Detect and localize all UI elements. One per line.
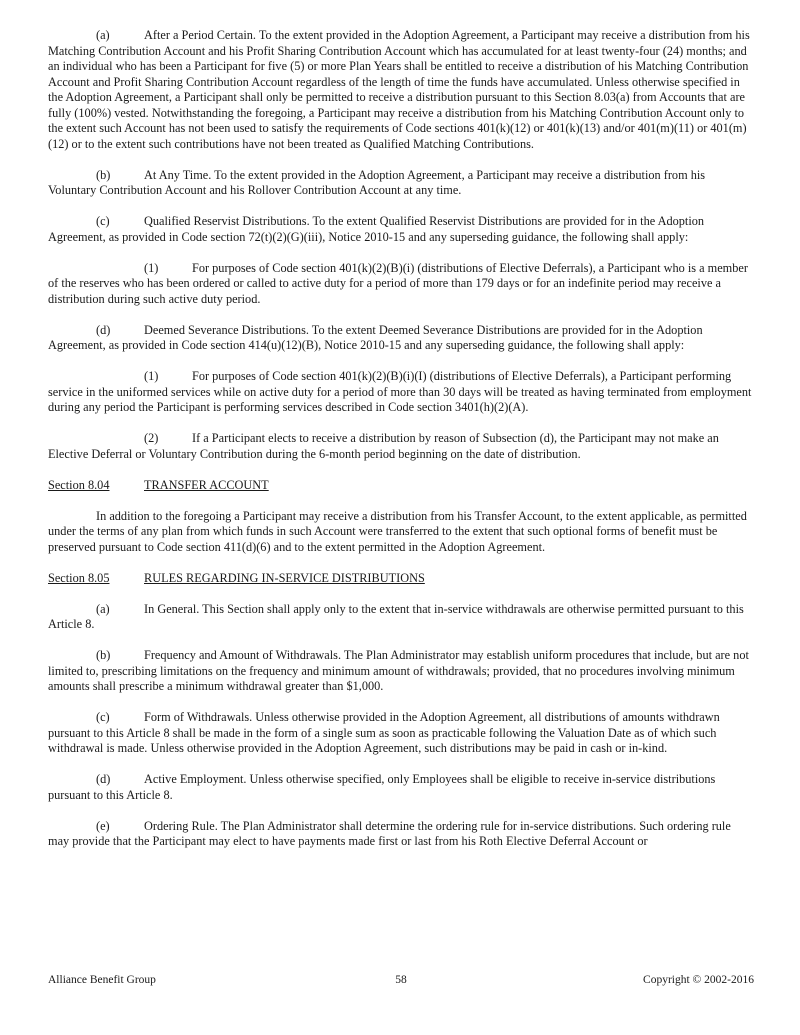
paragraph-text: At Any Time. To the extent provided in the Adoption Agreement, a Participant may receive a distribution from his Voluntary Contribution Account and his Rollover Contribution Account at any time. — [48, 167, 706, 197]
section-number: Section 8.04 — [48, 477, 110, 492]
paragraph-text: Ordering Rule. The Plan Administrator shall determine the ordering rule for in-service distributions. Such ordering rule may provide that the Participant may elect to have payments made first or last from his Roth Elective Deferral Account or — [48, 818, 731, 848]
paragraph-text: Active Employment. Unless otherwise specified, only Employees shall be eligible to receive in-service distributions pursuant to this Article 8. — [48, 772, 716, 802]
paragraph-marker: (a) — [96, 28, 110, 42]
paragraph-marker: (e) — [96, 818, 110, 833]
footer-copyright: Copyright © 2002-2016 — [643, 974, 754, 986]
page-footer — [48, 974, 754, 990]
section-8-04-heading — [48, 478, 754, 494]
footer-page-number: 58 — [395, 974, 407, 986]
paragraph-marker: (b) — [96, 167, 111, 182]
paragraph-marker: (c) — [96, 710, 110, 724]
section-title: TRANSFER ACCOUNT — [144, 477, 269, 492]
paragraph-text: After a Period Certain. To the extent provided in the Adoption Agreement, a Participant may receive a distribution from his Matching Contribution Account and his Profit Sharing Contribution Account which has accumulated for at least twenty-four (24) months; and an individual who has been a Participant for five (5) or more Plan Years shall be entitled to receive a distribution of his Matching Contribution Account and Profit Sharing Contribution Account regardless of the length of time the funds have accumulated. Unless otherwise specified in the Adoption Agreement, a Participant shall only be permitted to receive a distribution pursuant to this Section 8.03(a) from Accounts that are fully (100%) vested. Notwithstanding the foregoing, a Participant may receive a distribution from his Matching Contribution Account only to the extent such Account has not been used to satisfy the requirements of Code sections 401(k)(12) or 401(k)(13) and/or 401(m)(11) or 401(m)(12) or to the extent such contributions have not been treated as Qualified Matching Contributions. — [48, 28, 750, 151]
paragraph-text: Form of Withdrawals. Unless otherwise provided in the Adoption Agreement, all distributions of amounts withdrawn pursuant to this Article 8 shall be made in the form of a single sum as soon as practicable following the Valuation Date as of which such withdrawal is made. Unless otherwise provided in the Adoption Agreement, such distributions may be paid in cash or in-kind. — [48, 710, 720, 755]
paragraph-marker: (1) — [144, 369, 159, 383]
paragraph-b — [48, 168, 754, 199]
section-title: RULES REGARDING IN-SERVICE DISTRIBUTIONS — [144, 570, 425, 585]
paragraph-marker: (a) — [96, 601, 110, 616]
section-8-05-paragraph-e — [48, 819, 754, 850]
section-number: Section 8.05 — [48, 570, 110, 585]
paragraph-marker: (d) — [96, 772, 111, 786]
paragraph-c — [48, 214, 754, 245]
section-8-04-body: In addition to the foregoing a Participant may receive a distribution from his Transfer Account, to the extent applicable, as permitted under the terms of any plan from which funds in such Account were transferred to the extent that such optional forms of benefit must be preserved pursuant to Code section 411(d)(6) and to the extent permitted in the Adoption Agreement. — [48, 508, 747, 554]
paragraph-text: For purposes of Code section 401(k)(2)(B)(i) (distributions of Elective Deferrals), a Participant who is a member of the reserves who has been ordered or called to active duty for a period of more than 179 days or for an indefinite period may receive a distribution during such active duty period. — [48, 260, 748, 306]
paragraph-text: Frequency and Amount of Withdrawals. The Plan Administrator may establish uniform procedures that include, but are not limited to, prescribing limitations on the frequency and minimum amount of withdrawals; provided, that no procedures involving minimum amounts shall prescribe a minimum withdrawal greater than $1,000. — [48, 648, 749, 693]
section-8-05-paragraph-a — [48, 602, 754, 633]
section-8-05-heading — [48, 571, 754, 587]
paragraph-marker: (d) — [96, 322, 111, 337]
paragraph-text: Deemed Severance Distributions. To the extent Deemed Severance Distributions are provided for in the Adoption Agreement, as provided in Code section 414(u)(12)(B), Notice 2010-15 and any superseding guidance, the following shall apply: — [48, 322, 703, 352]
section-8-05-paragraph-b — [48, 648, 754, 695]
document-page — [48, 28, 754, 865]
paragraph-text: Qualified Reservist Distributions. To the extent Qualified Reservist Distributions are provided for in the Adoption Agreement, as provided in Code section 72(t)(2)(G)(iii), Notice 2010-15 and any superseding guidance, the following shall apply: — [48, 214, 705, 244]
section-8-05-paragraph-c — [48, 710, 754, 757]
paragraph-d — [48, 323, 754, 354]
paragraph-c-1 — [48, 261, 754, 308]
paragraph-d-1 — [48, 369, 754, 416]
footer-company: Alliance Benefit Group — [48, 974, 156, 986]
paragraph-marker: (2) — [144, 431, 159, 445]
paragraph-text: In General. This Section shall apply only to the extent that in-service withdrawals are otherwise permitted pursuant to this Article 8. — [48, 601, 744, 631]
paragraph-marker: (b) — [96, 648, 111, 662]
paragraph-a — [48, 28, 754, 152]
paragraph-marker: (1) — [144, 260, 159, 275]
paragraph-marker: (c) — [96, 214, 110, 228]
paragraph-text: If a Participant elects to receive a distribution by reason of Subsection (d), the Participant may not make an Elective Deferral or Voluntary Contribution during the 6-month period beginning on the date of distribution. — [48, 431, 719, 461]
section-8-05-paragraph-d — [48, 772, 754, 803]
paragraph-text: For purposes of Code section 401(k)(2)(B)(i)(I) (distributions of Elective Deferrals), a Participant performing service in the uniformed services while on active duty for a period of more than 30 days will be treated as having terminated from employment during any period the Participant is performing services described in Code section 3401(h)(2)(A). — [48, 369, 752, 414]
paragraph-d-2 — [48, 431, 754, 462]
